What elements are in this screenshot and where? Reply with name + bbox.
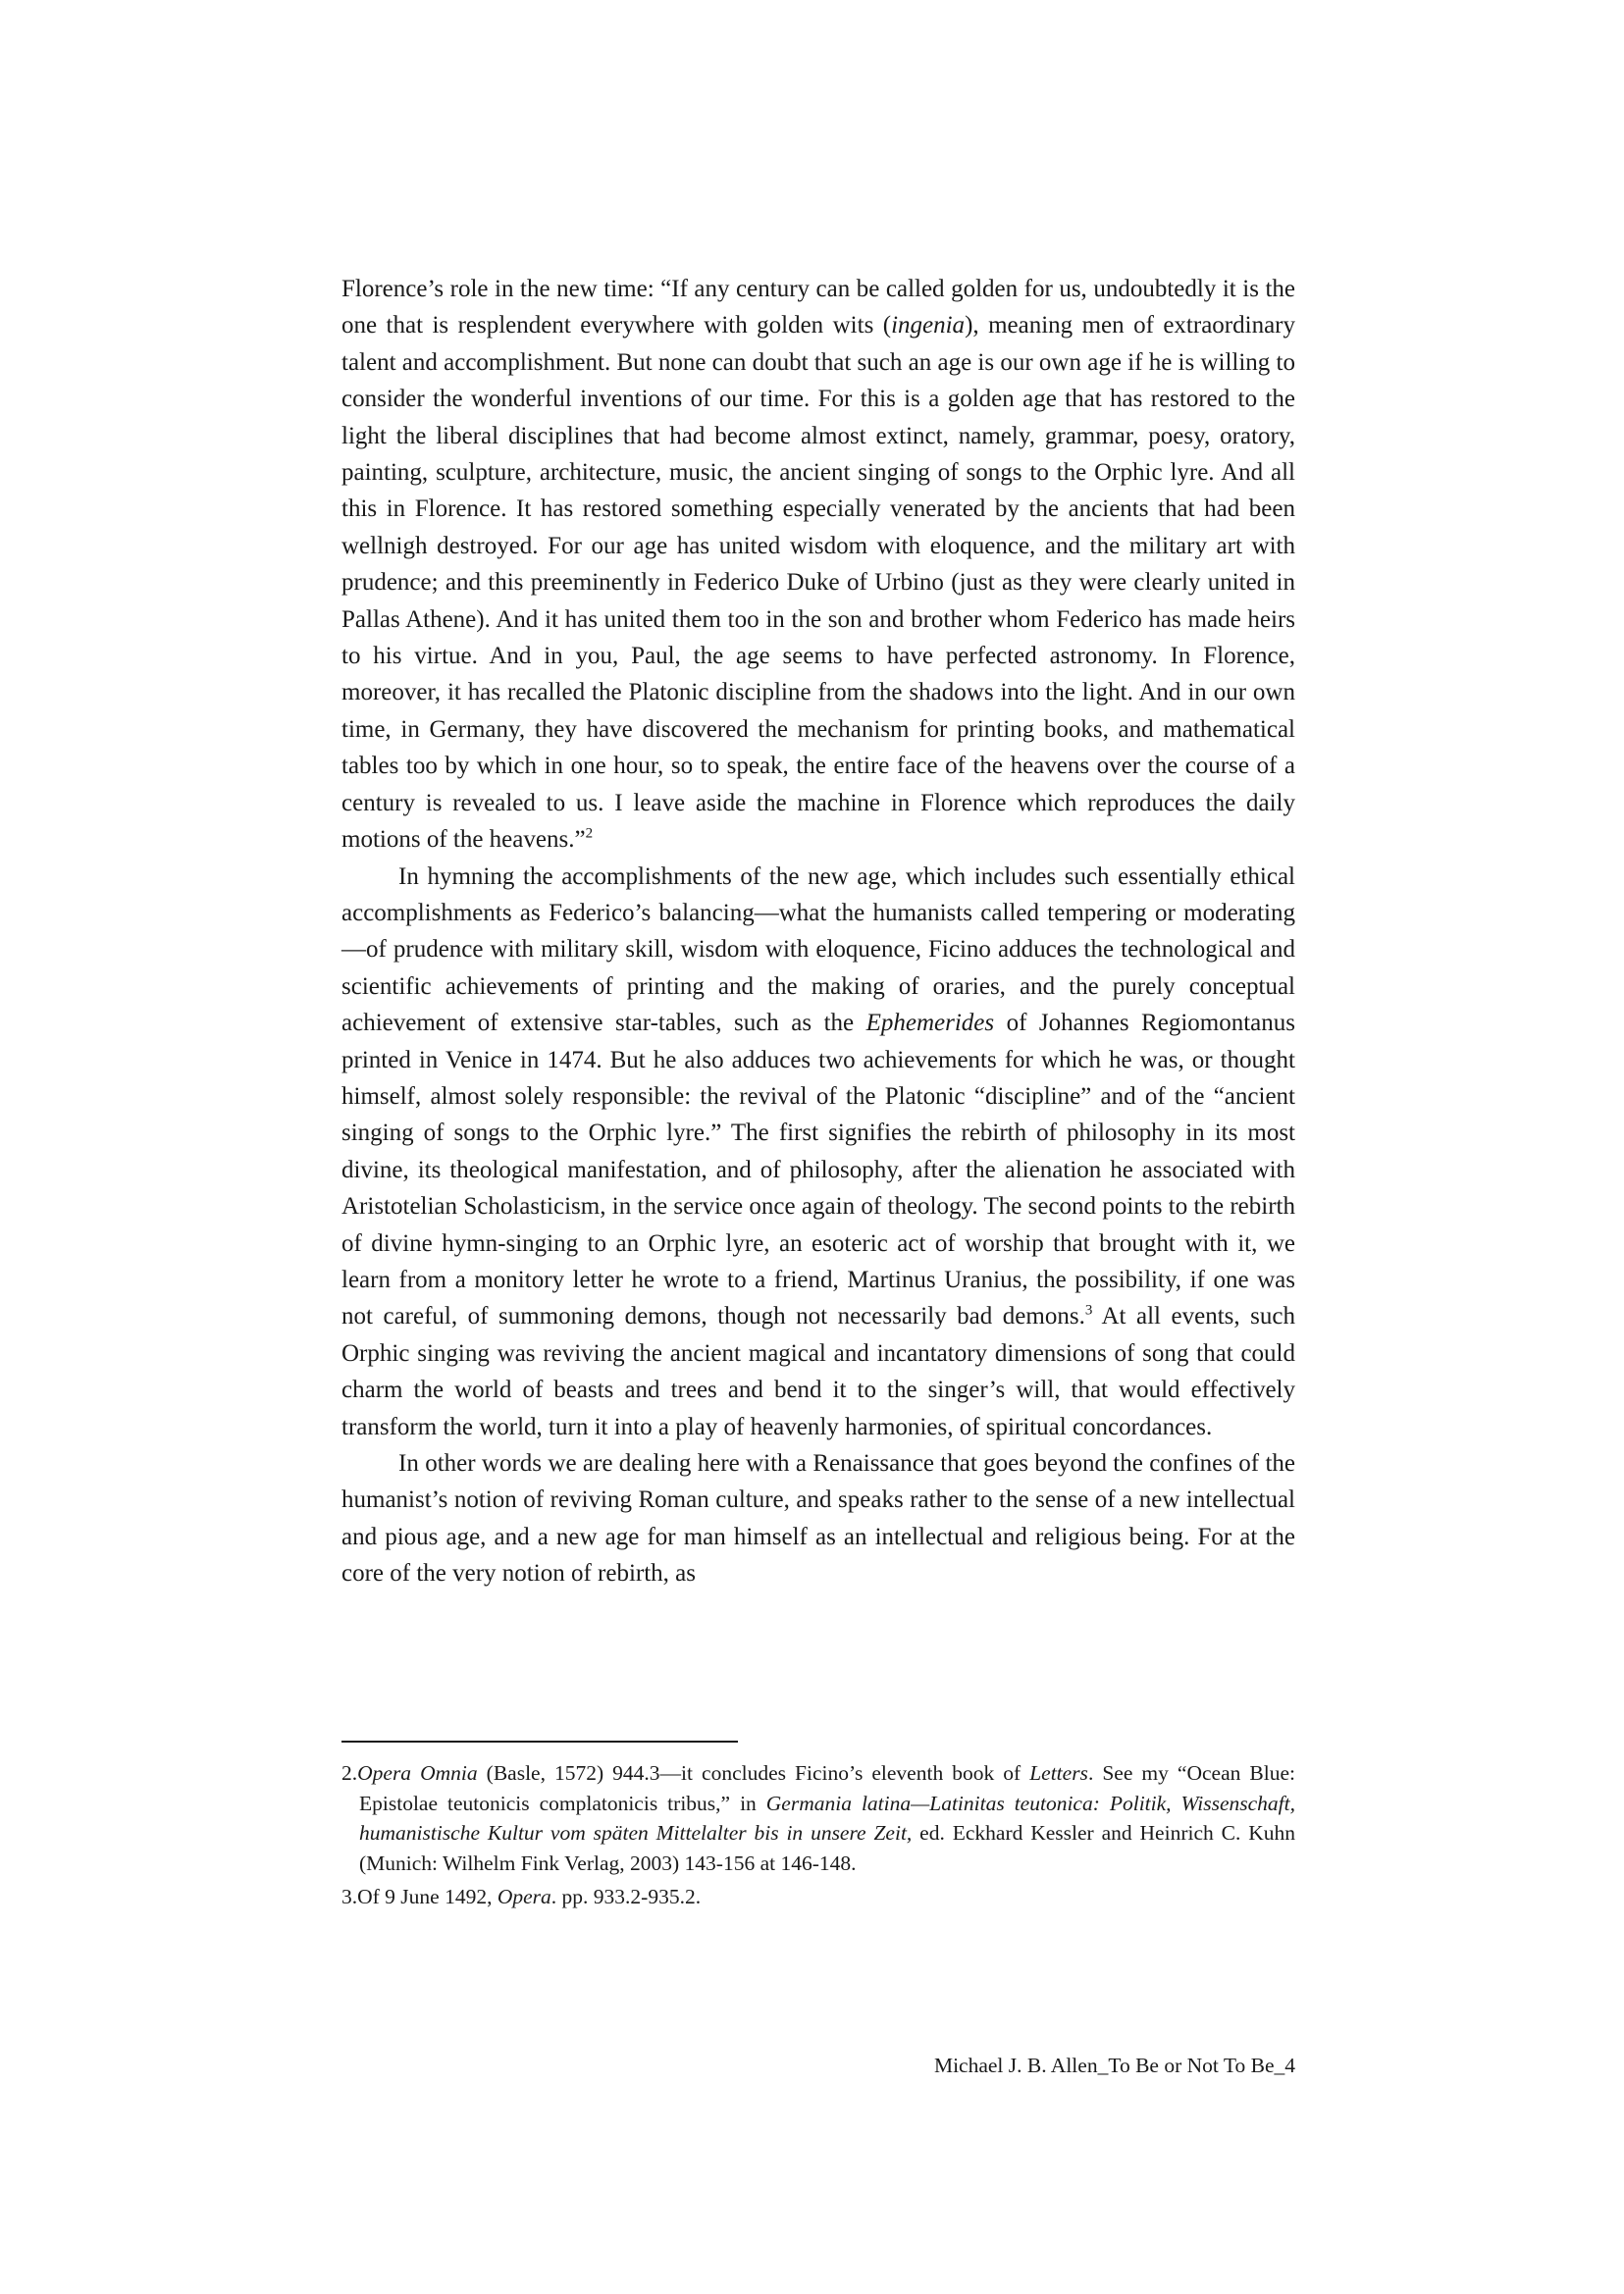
footnote-3-text-b: . pp. 933.2-935.2. — [550, 1885, 702, 1908]
footnote-2-letters: Letters — [1029, 1761, 1088, 1785]
footnote-ref-2: 2 — [585, 825, 594, 842]
paragraph-3: In other words we are dealing here with a Renaissance that goes beyond the confines of the humanist’s notion of reviving Roman culture, and speaks rather to the sense of a new intellectual and pious age, and a new age for man himself as an intellectual and religious being. For at the core of the very notion of rebirth, as — [341, 1450, 1295, 1588]
paragraph-1-text-c: ), meaning men of extraordinary talent and accomplishment. But none can doubt that such an age is our own age if he is willing to consider the wonderful inventions of our time. For this is a golden age that has restored to the light the liberal disciplines that had become almost extinct, namely, grammar, poesy, oratory, painting, sculpture, architecture, music, the ancient singing of songs to the Orphic lyre. And all this in Florence. It has restored something especially venerated by the ancients that had been wellnigh destroyed. For our age has united wisdom with eloquence, and the military art with prudence; and this preeminently in Federico Duke of Urbino (just as they were clearly united in Pallas Athene). And it has united them too in the son and brother whom Federico has made heirs to his virtue. And in you, Paul, the age seems to have perfected astronomy. In Florence, moreover, it has recalled the Platonic discipline from the shadows into the light. And in our own time, in Germany, they have discovered the mechanism for printing books, and mathematical tables too by which in one hour, so to speak, the entire face of the heavens over the course of a century is revealed to us. I leave aside the machine in Florence which reproduces the daily motions of the heavens.” — [341, 312, 1295, 854]
footnote-3-opera: Opera — [497, 1885, 551, 1908]
footnote-2-book-title: Germania latina—Latinitas teutonica: Politik, Wissenschaft, humanistische Kultur vom späten Mittelalter bis in unsere Zeit, — [359, 1791, 1295, 1845]
footnote-2-text-c: ed. Eckhard Kessler and Heinrich C. Kuhn (Munich: Wilhelm Fink Verlag, 2003) 143-156 at 146-148. — [359, 1821, 1296, 1875]
paragraph-1-text-a: Florence’s role in the new time: “If any century can be called golden for us, undoubtedly it is the one that is resplendent everywhere with golden wits ( — [341, 276, 1295, 339]
footnote-3 — [341, 1882, 1295, 1912]
paragraph-2-text-c: of Johannes Regiomontanus printed in Venice in 1474. But he also adduces two achievements for which he was, or thought himself, almost solely responsible: the revival of the Platonic “discipline” and of the “ancient singing of songs to the Orphic lyre.” The first signifies the rebirth of philosophy in its most divine, its theological manifestation, and of philosophy, after the alienation he associated with Aristotelian Scholasticism, in the service once again of theology. The second points to the rebirth of divine hymn-singing to an Orphic lyre, an esoteric act of worship that brought with it, we learn from a monitory letter he wrote to a friend, Martinus Uranius, the possibility, if one was not careful, of summoning demons, though not necessarily bad demons. — [341, 1010, 1295, 1330]
paragraph-2-text-d: At all events, such Orphic singing was reviving the ancient magical and incantatory dimensions of song that could charm the world of beasts and trees and bend it to the singer’s will, that would effectively transform the world, turn it into a play of heavenly harmonies, of spiritual concordances. — [341, 1303, 1295, 1440]
footnote-2-number: 2. — [341, 1761, 358, 1785]
footnote-ref-3: 3 — [1084, 1303, 1093, 1320]
main-text — [341, 271, 1295, 1592]
paragraph-2-text-a: In hymning the accomplishments of the new age, which includes such essentially ethical accomplishments as Federico’s balancing—what the humanists called tempering or moderating—of prudence with military skill, wisdom with eloquence, Ficino adduces the technological and scientific achievements of printing and the making of oraries, and the purely conceptual achievement of extensive star-tables, such as the — [341, 862, 1295, 1037]
footnote-3-text: Of 9 June 1492, — [357, 1885, 498, 1908]
paragraph-1 — [341, 271, 1295, 859]
footnote-2-title: Opera Omnia — [357, 1761, 478, 1785]
paragraph-2 — [341, 859, 1295, 1446]
footnote-2-text: (Basle, 1572) 944.3—it concludes Ficino’s eleventh book of — [477, 1761, 1030, 1785]
running-footer: Michael J. B. Allen_To Be or Not To Be_4 — [933, 2054, 1295, 2077]
footnote-2-text-b: . See my “Ocean Blue: Epistolae teutonicis complatonicis tribus,” in — [359, 1761, 1295, 1815]
footnote-3-number: 3. — [341, 1885, 358, 1908]
body-text — [341, 271, 1295, 1592]
footnote-rule — [341, 1741, 738, 1743]
paragraph-1-italic: ingenia — [891, 312, 966, 339]
footnotes — [341, 1758, 1295, 1916]
footnote-2 — [341, 1758, 1295, 1878]
paragraph-2-italic: Ephemerides — [865, 1010, 995, 1037]
